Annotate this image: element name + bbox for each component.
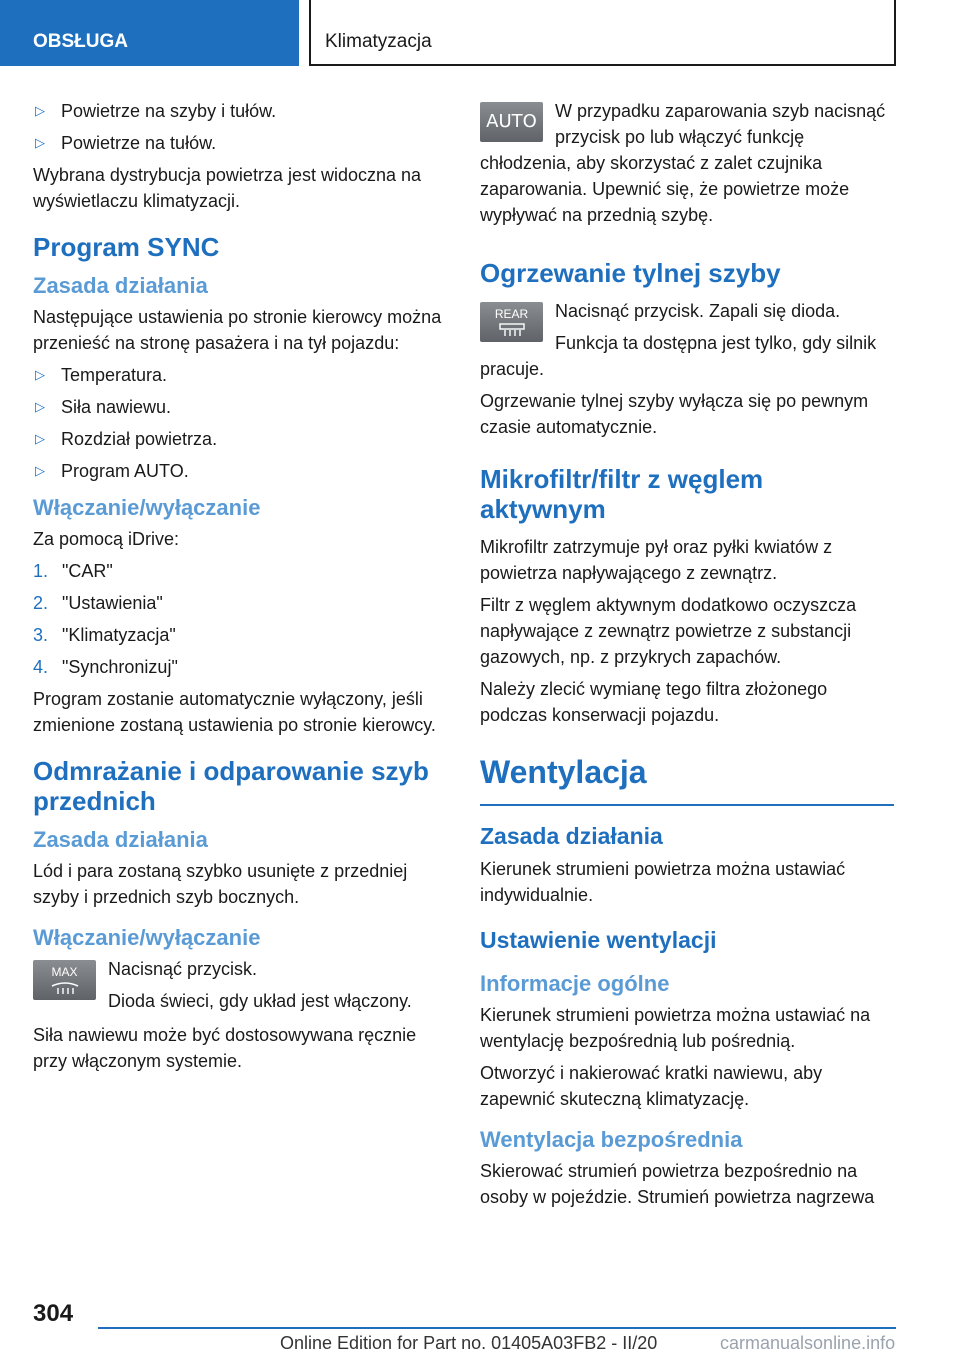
page-number: 304 [33,1300,74,1327]
heading-program-sync: Program SYNC [33,232,220,262]
heading-mikrofiltr: Mikrofiltr/filtr z węglem aktywnym [480,464,764,524]
paragraph: Mikrofiltr zatrzymuje pył oraz pyłki kwiatów z powietrza napływającego z zewnątrz. [480,537,833,583]
paragraph: Ogrzewanie tylnej szyby wyłącza się po pewnym czasie automatycznie. [480,391,869,437]
heading-informacje-ogolne: Informacje ogólne [480,971,670,996]
step-item: 4. "Synchronizuj" [33,657,178,677]
max-defrost-button-icon: MAX [33,960,96,1000]
heading-wlaczanie: Włączanie/wyłączanie [33,925,261,950]
paragraph: Następujące ustawienia po stronie kierowcy można przenieść na stronę pasażera i na tył pojazdu: [33,307,442,353]
paragraph: Program zostanie automatycznie wyłączony, jeśli zmienione zostaną ustawienia po stronie kierowcy. [33,689,436,735]
auto-button-icon: AUTO [480,102,543,142]
triangle-bullet-icon: ▷ [35,103,45,118]
triangle-bullet-icon: ▷ [35,367,45,382]
triangle-bullet-icon: ▷ [35,399,45,414]
heading-zasada-dzialania: Zasada działania [480,823,663,849]
heading-zasada-dzialania: Zasada działania [33,827,208,852]
step-item: 3. "Klimatyzacja" [33,625,176,645]
triangle-bullet-icon: ▷ [35,431,45,446]
paragraph: Kierunek strumieni powietrza można ustawiać indywidualnie. [480,859,846,905]
list-item: ▷ Temperatura. [33,362,447,388]
step-item: 2. "Ustawienia" [33,593,163,613]
rear-defrost-button-icon: REAR [480,302,543,342]
triangle-bullet-icon: ▷ [35,135,45,150]
paragraph: Nacisnąć przycisk. Zapali się dioda. [555,301,841,321]
paragraph: Siła nawiewu może być dostosowywana ręcznie przy włączonym systemie. [33,1025,417,1071]
heading-ustawienie-wentylacji: Ustawienie wentylacji [480,927,717,953]
heading-odmrazanie: Odmrażanie i odparowanie szyb przednich [33,756,429,816]
right-column [480,98,894,1216]
paragraph: Dioda świeci, gdy układ jest włączony. [108,991,412,1011]
step-item: 1. "CAR" [33,561,113,581]
paragraph: Nacisnąć przycisk. [108,959,258,979]
list-item: ▷ Powietrze na szyby i tułów. [33,98,447,124]
paragraph: Należy zlecić wymianę tego filtra złożonego podczas konserwacji pojazdu. [480,679,828,725]
section-tab: OBSŁUGA [0,0,299,66]
left-column [33,98,447,1080]
windshield-heat-icon [50,981,80,995]
heading-ogrzewanie-tylnej: Ogrzewanie tylnej szyby [480,258,781,288]
paragraph: W przypadku zaparowania szyb nacisnąć przycisk po lub włączyć funkcję chłodzenia, aby skorzystać z zalet czujnika zaparowania. Upewnić się, że powietrze może wypływać na przednią szybę. [480,101,886,225]
paragraph: Kierunek strumieni powietrza można ustawiać na wentylację bezpośrednią lub pośrednią. [480,1005,871,1051]
paragraph: Skierować strumień powietrza bezpośrednio na osoby w pojeździe. Strumień powietrza nagrzewa [480,1161,875,1207]
list-item: ▷ Rozdział powietrza. [33,426,447,452]
paragraph: Otworzyć i nakierować kratki nawiewu, aby zapewnić skuteczną klimatyzację. [480,1063,823,1109]
heading-wentylacja-bezposrednia: Wentylacja bezpośrednia [480,1127,743,1152]
chapter-title: Klimatyzacja [311,0,896,66]
list-item: ▷ Powietrze na tułów. [33,130,447,156]
footer-divider [98,1327,896,1329]
rear-window-heat-icon [497,323,527,337]
heading-zasada-dzialania: Zasada działania [33,273,208,298]
paragraph: Za pomocą iDrive: [33,529,180,549]
page-header [0,0,960,66]
heading-wlaczanie: Włączanie/wyłączanie [33,495,261,520]
max-defrost-block [33,956,447,1014]
heading-wentylacja: Wentylacja [480,752,894,806]
edition-note: Online Edition for Part no. 01405A03FB2 - II/20 [280,1333,658,1353]
paragraph: Filtr z węglem aktywnym dodatkowo oczyszcza napływające z zewnątrz powietrze z substancji gazowych, np. z przykrych zapachów. [480,595,857,667]
list-item: ▷ Siła nawiewu. [33,394,447,420]
paragraph: Funkcja ta dostępna jest tylko, gdy silnik pracuje. [480,333,877,379]
paragraph: Wybrana dystrybucja powietrza jest widoczna na wyświetlaczu klimatyzacji. [33,165,422,211]
list-item: ▷ Program AUTO. [33,458,447,484]
paragraph: Lód i para zostaną szybko usunięte z przedniej szyby i przednich szyb bocznych. [33,861,408,907]
triangle-bullet-icon: ▷ [35,463,45,478]
watermark-text: carmanualsonline.info [720,1333,896,1353]
